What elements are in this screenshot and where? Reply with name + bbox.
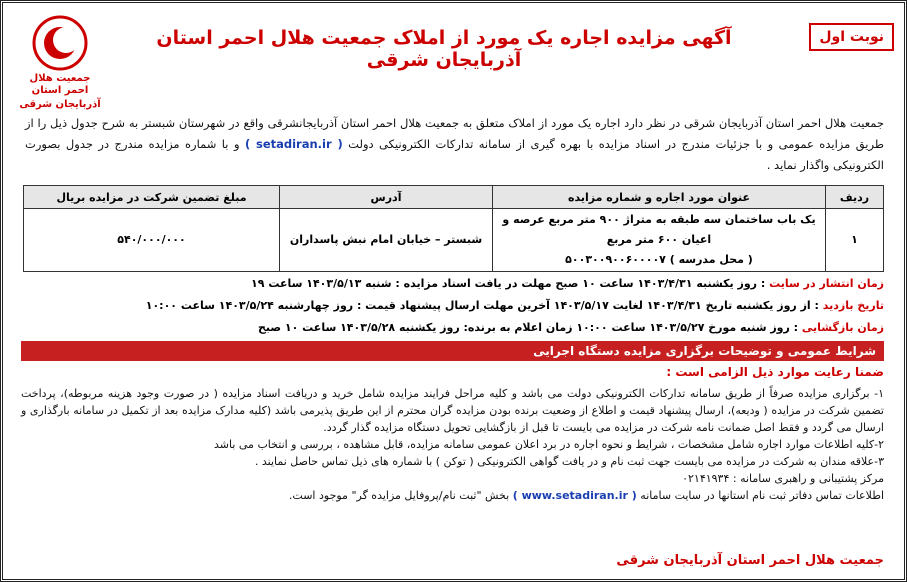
opening-text: : روز شنبه مورخ ۱۴۰۳/۵/۲۷ ساعت ۱۰:۰۰ زمان اعلام به برنده: روز یکشنبه ۱۴۰۳/۵/۲۸ ساعت ۱۰ صبح	[258, 321, 799, 334]
row-index: ۱	[826, 209, 884, 272]
publish-text: : روز یکشنبه ۱۴۰۳/۴/۳۱ ساعت ۱۰ صبح مهلت در یافت اسناد مزایده : شنبه ۱۴۰۳/۵/۱۳ ساعت ۱۹	[251, 277, 766, 290]
conditions-body	[21, 385, 884, 504]
intro-paragraph	[25, 113, 884, 176]
opening-label: زمان بازگشایی	[801, 321, 884, 334]
contact-text-2: بخش "ثبت نام/پروفایل مزایده گر" موجود است.	[288, 489, 510, 502]
row-subject-line-1: یک باب ساختمان سه طبقه به متراژ ۹۰۰ متر مربع عرصه و اعیان ۶۰۰ متر مربع	[502, 213, 816, 246]
red-crescent-logo	[19, 15, 101, 111]
visit-line	[21, 297, 884, 315]
col-guarantee-header: مبلغ تضمین شرکت در مزایده بریال	[24, 186, 280, 209]
publish-label: زمان انتشار در سایت	[769, 277, 884, 290]
row-subject-line-2: ( محل مدرسه ) ۵۰۰۳۰۰۹۰۰۶۰۰۰۰۷	[565, 253, 753, 266]
setadiran-link-2[interactable]: ( www.setadiran.ir )	[512, 489, 637, 502]
row-subject	[493, 209, 826, 272]
support-line: مرکز پشتیبانی و راهبری سامانه : ۰۲۱۴۱۹۳۴	[682, 472, 884, 485]
visit-text: : از روز یکشنبه تاریخ ۱۴۰۳/۴/۳۱ لغایت ۱۴۰۳/۵/۱۷ آخرین مهلت ارسال پیشنهاد قیمت : روز چهارشنبه ۱۴۰۳/۵/۲۴ ساعت ۱۰:۰۰	[145, 299, 819, 312]
col-index-header: ردیف	[826, 186, 884, 209]
publish-line	[21, 275, 884, 293]
table-row	[24, 209, 884, 272]
intro-text-2: و با شماره مزایده مندرج در جدول بصورت الکترونیکی واگذار نماید .	[25, 137, 884, 172]
condition-item-2: ۲-کلیه اطلاعات موارد اجاره شامل مشخصات ، شرایط و نحوه اجاره در برد اعلان عمومی سامانه مزایده، قابل مشاهده ، بررسی و انتخاب می باشد	[213, 438, 884, 451]
condition-item-1: ۱- برگزاری مزایده صرفاً از طریق سامانه تدارکات الکترونیکی دولت می باشد و کلیه مراحل فرایند مزایده شامل خرید و دریافت اسناد مزایده ( در صورت وجود هزینه مربوطه)، پرداخت تضمین شرکت در مزایده ( ودیعه)، ارسال پیشنهاد قیمت و اطلاع از وضعیت برنده بودن مزایده گران محترم از این طریق پذیرمی باشد (کلیه مدارک مزایده بعد از تکمیل در سامانه بارگذاری و ارسال می گردد و فقط اصل ضمانت نامه شرکت در مزایده می بایست تا قبل از بازگشایی تحویل دستگاه مزایده گذار گردد.	[21, 387, 884, 434]
conditions-subhead: ضمنا رعایت موارد ذیل الزامی است :	[666, 365, 884, 379]
red-crescent-icon	[32, 15, 88, 71]
opening-line	[21, 319, 884, 337]
logo-text-1: جمعیت هلال احمر استان	[29, 73, 91, 96]
auction-table	[23, 185, 884, 272]
table-header-row	[24, 186, 884, 209]
row-address: شبستر – خیابان امام نبش پاسداران	[280, 209, 493, 272]
condition-item-3: ۳-علاقه مندان به شرکت در مزایده می بایست جهت ثبت نام و در یافت گواهی الکترونیکی ( توکن ) با شماره های ذیل تماس حاصل نمایند .	[254, 455, 884, 468]
round-badge: نوبت اول	[809, 23, 894, 51]
visit-label: تاریخ بازدید	[822, 299, 884, 312]
intro-text-1: جمعیت هلال احمر استان آذربایجان شرقی در نظر دارد اجاره یک مورد از املاک متعلق به جمعیت هلال احمر استان آذربایجانشرقی واقع در شهرستان شبستر به شرح جدول ذیل را از طریق مزایده عمومی و با جزئیات مندرج در اسناد مزایده با بهره گیری از سامانه تدارکات الکترونیکی دولت	[25, 116, 884, 151]
contact-text-1: اطلاعات تماس دفاتر ثبت نام استانها در سایت سامانه	[640, 489, 884, 502]
notice-title: آگهی مزایده اجاره یک مورد از املاک جمعیت هلال احمر استان آذربایجان شرقی	[156, 27, 732, 71]
conditions-bar: شرایط عمومی و توضیحات برگزاری مزایده دستگاه اجرایی	[21, 341, 884, 361]
row-guarantee: ۵۴۰/۰۰۰/۰۰۰	[24, 209, 280, 272]
footer-signature: جمعیت هلال احمر استان آذربایجان شرقی	[616, 553, 884, 568]
logo-text-2: آذربایجان شرقی	[19, 99, 101, 110]
setadiran-link[interactable]: ( setadiran.ir )	[244, 137, 343, 151]
col-address-header: آدرس	[280, 186, 493, 209]
contact-line	[21, 487, 884, 504]
col-subject-header: عنوان مورد اجاره و شماره مزایده	[493, 186, 826, 209]
